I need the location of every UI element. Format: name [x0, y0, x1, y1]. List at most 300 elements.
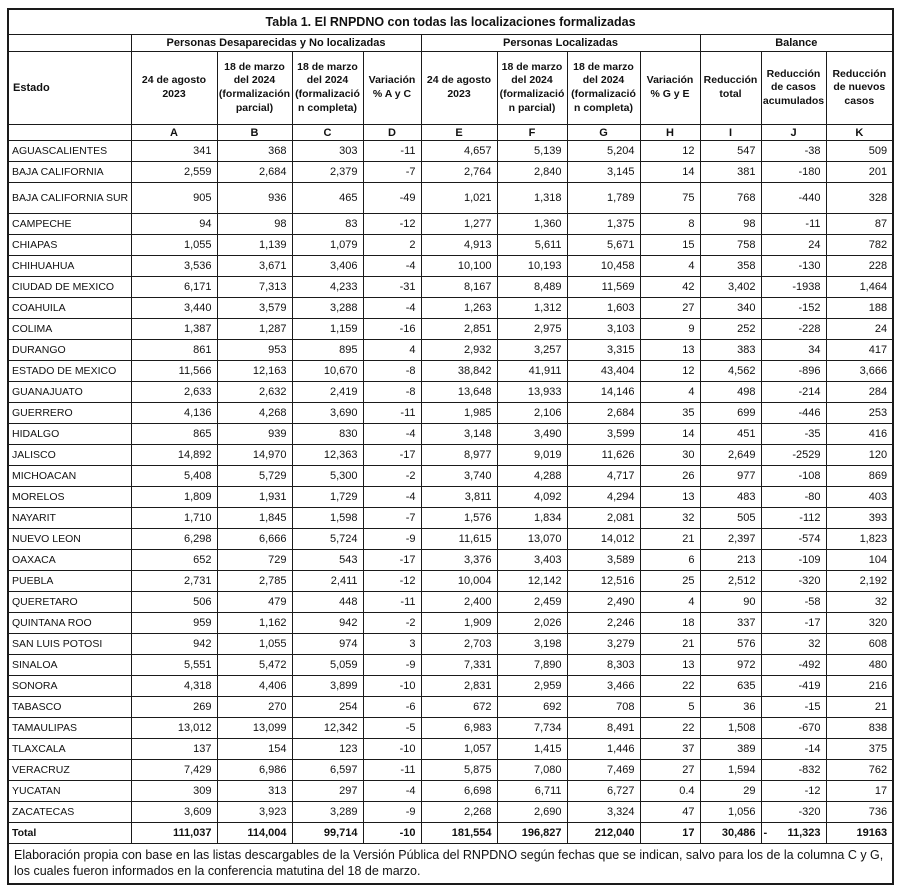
value-cell: 252 [700, 319, 761, 340]
value-cell: 1,789 [567, 183, 640, 214]
value-cell: 1,263 [421, 298, 497, 319]
value-cell: 6,597 [292, 760, 363, 781]
value-cell: 14,146 [567, 382, 640, 403]
table-row [8, 571, 893, 592]
value-cell: 13 [640, 340, 700, 361]
table-row [8, 162, 893, 183]
value-cell: 98 [217, 214, 292, 235]
value-cell: 5,059 [292, 655, 363, 676]
value-cell: 3,740 [421, 466, 497, 487]
value-cell: 861 [131, 340, 217, 361]
table-row [8, 382, 893, 403]
value-cell: -8 [363, 382, 421, 403]
value-cell: -12 [363, 571, 421, 592]
value-cell: 936 [217, 183, 292, 214]
value-cell: 2,649 [700, 445, 761, 466]
value-cell: 389 [700, 739, 761, 760]
value-cell: 297 [292, 781, 363, 802]
value-cell: 2,851 [421, 319, 497, 340]
value-cell: 4,406 [217, 676, 292, 697]
value-cell: 768 [700, 183, 761, 214]
value-cell: 2,703 [421, 634, 497, 655]
value-cell: 3,690 [292, 403, 363, 424]
value-cell: 5,408 [131, 466, 217, 487]
value-cell: 506 [131, 592, 217, 613]
value-cell: 2,512 [700, 571, 761, 592]
value-cell: 2,684 [217, 162, 292, 183]
value-cell: 32 [761, 634, 826, 655]
state-cell: Total [8, 823, 131, 844]
value-cell: 3,198 [497, 634, 567, 655]
value-cell: 6,711 [497, 781, 567, 802]
value-text: 11,323 [787, 827, 821, 839]
state-cell: SINALOA [8, 655, 131, 676]
value-cell: 3,103 [567, 319, 640, 340]
value-cell: 6,666 [217, 529, 292, 550]
table-row [8, 676, 893, 697]
value-cell: 3,257 [497, 340, 567, 361]
value-cell: 3,148 [421, 424, 497, 445]
state-cell: CHIHUAHUA [8, 256, 131, 277]
value-cell: -228 [761, 319, 826, 340]
value-cell: 974 [292, 634, 363, 655]
value-cell: 1,909 [421, 613, 497, 634]
value-cell: -2 [363, 613, 421, 634]
value-cell: -11 [363, 141, 421, 162]
value-cell: 1,057 [421, 739, 497, 760]
value-cell: 782 [826, 235, 893, 256]
value-cell: -11 [363, 592, 421, 613]
value-cell: 465 [292, 183, 363, 214]
value-cell: 17 [826, 781, 893, 802]
value-cell: 2,081 [567, 508, 640, 529]
value-cell: 1,387 [131, 319, 217, 340]
value-cell: -10 [363, 739, 421, 760]
table-row [8, 529, 893, 550]
table-row [8, 183, 893, 214]
value-cell: 15 [640, 235, 700, 256]
table-row [8, 760, 893, 781]
table-row [8, 697, 893, 718]
table-row [8, 718, 893, 739]
value-cell: -180 [761, 162, 826, 183]
state-cell: TAMAULIPAS [8, 718, 131, 739]
table-row [8, 340, 893, 361]
value-cell: 99,714 [292, 823, 363, 844]
value-cell: -9 [363, 802, 421, 823]
value-cell: -108 [761, 466, 826, 487]
value-cell: 14,970 [217, 445, 292, 466]
value-cell: 1,809 [131, 487, 217, 508]
state-cell: YUCATAN [8, 781, 131, 802]
value-cell: 309 [131, 781, 217, 802]
value-cell: 2,246 [567, 613, 640, 634]
value-cell: 13,012 [131, 718, 217, 739]
value-cell: 3,289 [292, 802, 363, 823]
value-cell: 11,626 [567, 445, 640, 466]
value-cell: 3,288 [292, 298, 363, 319]
group-header-row [8, 35, 893, 52]
table-row [8, 802, 893, 823]
value-cell: -446 [761, 403, 826, 424]
value-cell: 3,579 [217, 298, 292, 319]
value-cell: 0.4 [640, 781, 700, 802]
table-row [8, 550, 893, 571]
value-cell: 27 [640, 760, 700, 781]
value-cell: 212,040 [567, 823, 640, 844]
value-cell: 26 [640, 466, 700, 487]
value-cell: 8 [640, 214, 700, 235]
state-cell: PUEBLA [8, 571, 131, 592]
state-cell: TABASCO [8, 697, 131, 718]
value-cell: 3,490 [497, 424, 567, 445]
value-cell: 381 [700, 162, 761, 183]
value-cell: 7,080 [497, 760, 567, 781]
value-cell: 2,840 [497, 162, 567, 183]
value-cell: 2,975 [497, 319, 567, 340]
value-cell: 1,594 [700, 760, 761, 781]
value-cell: 30 [640, 445, 700, 466]
value-cell: 24 [761, 235, 826, 256]
value-cell: 1,464 [826, 277, 893, 298]
value-cell: 41,911 [497, 361, 567, 382]
value-cell: 1,375 [567, 214, 640, 235]
value-cell: 729 [217, 550, 292, 571]
col-header-j: Reducción de casos acumulados [761, 52, 826, 125]
value-cell: -152 [761, 298, 826, 319]
value-cell: 201 [826, 162, 893, 183]
value-cell: 3,811 [421, 487, 497, 508]
table-row [8, 277, 893, 298]
letter-k: K [826, 125, 893, 141]
value-cell: 2,026 [497, 613, 567, 634]
value-cell: -1938 [761, 277, 826, 298]
value-cell: 19163 [826, 823, 893, 844]
value-cell: 1,360 [497, 214, 567, 235]
value-cell: -10 [363, 823, 421, 844]
value-cell: 5,729 [217, 466, 292, 487]
value-cell: 3,402 [700, 277, 761, 298]
value-cell: 7,469 [567, 760, 640, 781]
value-cell: 5,551 [131, 655, 217, 676]
state-cell: GUANAJUATO [8, 382, 131, 403]
value-cell: 87 [826, 214, 893, 235]
value-cell: 5,472 [217, 655, 292, 676]
value-cell: 2,397 [700, 529, 761, 550]
value-cell: -320 [761, 571, 826, 592]
value-cell: -4 [363, 487, 421, 508]
value-cell: -14 [761, 739, 826, 760]
value-cell: 3,899 [292, 676, 363, 697]
value-cell: 7,429 [131, 760, 217, 781]
value-cell: 24 [826, 319, 893, 340]
value-cell: 869 [826, 466, 893, 487]
value-cell: -4 [363, 781, 421, 802]
estado-header: Estado [8, 52, 131, 125]
value-cell: 98 [700, 214, 761, 235]
letter-empty-cell [8, 125, 131, 141]
value-cell: -5 [363, 718, 421, 739]
value-cell: 3,589 [567, 550, 640, 571]
value-cell: -2529 [761, 445, 826, 466]
value-cell: 27 [640, 298, 700, 319]
value-cell: 2,632 [217, 382, 292, 403]
value-cell: -832 [761, 760, 826, 781]
state-cell: CIUDAD DE MEXICO [8, 277, 131, 298]
value-cell: 253 [826, 403, 893, 424]
value-cell: 1,056 [700, 802, 761, 823]
value-cell: 4 [640, 592, 700, 613]
value-cell: 4 [363, 340, 421, 361]
rnpdno-table [7, 8, 894, 885]
value-cell: -7 [363, 162, 421, 183]
value-cell: 9,019 [497, 445, 567, 466]
value-cell: 10,670 [292, 361, 363, 382]
value-cell: 8,977 [421, 445, 497, 466]
value-cell: 6,983 [421, 718, 497, 739]
state-cell: JALISCO [8, 445, 131, 466]
value-cell: 5,671 [567, 235, 640, 256]
value-cell: 895 [292, 340, 363, 361]
value-cell: 1,729 [292, 487, 363, 508]
table-row [8, 424, 893, 445]
table-row [8, 655, 893, 676]
value-cell: 5,139 [497, 141, 567, 162]
state-cell: SONORA [8, 676, 131, 697]
table-title: Tabla 1. El RNPDNO con todas las localizaciones formalizadas [8, 9, 893, 35]
state-cell: GUERRERO [8, 403, 131, 424]
group-balance: Balance [700, 35, 893, 52]
value-cell: 2,684 [567, 403, 640, 424]
value-cell: 1,508 [700, 718, 761, 739]
value-cell: 3,536 [131, 256, 217, 277]
value-cell: 1,287 [217, 319, 292, 340]
value-cell: 328 [826, 183, 893, 214]
table-row [8, 214, 893, 235]
value-cell: 284 [826, 382, 893, 403]
value-cell: 1,159 [292, 319, 363, 340]
group-empty-cell [8, 35, 131, 52]
letter-c: C [292, 125, 363, 141]
value-cell: 12,163 [217, 361, 292, 382]
value-cell: 4,233 [292, 277, 363, 298]
col-header-i: Reducción total [700, 52, 761, 125]
value-cell: 547 [700, 141, 761, 162]
value-cell: 7,890 [497, 655, 567, 676]
state-cell: ZACATECAS [8, 802, 131, 823]
value-cell: -12 [761, 781, 826, 802]
state-cell: QUERETARO [8, 592, 131, 613]
value-cell: 114,004 [217, 823, 292, 844]
table-row [8, 361, 893, 382]
value-cell: 9 [640, 319, 700, 340]
value-cell: 3,279 [567, 634, 640, 655]
table-row [8, 235, 893, 256]
value-cell: 2,690 [497, 802, 567, 823]
value-cell: 2,411 [292, 571, 363, 592]
value-cell: 1,318 [497, 183, 567, 214]
table-row [8, 634, 893, 655]
value-cell: 3,923 [217, 802, 292, 823]
value-cell: 403 [826, 487, 893, 508]
value-cell: 21 [640, 634, 700, 655]
value-cell: 5,875 [421, 760, 497, 781]
value-cell: -17 [363, 550, 421, 571]
table-row [8, 739, 893, 760]
value-cell: 393 [826, 508, 893, 529]
value-cell: 7,313 [217, 277, 292, 298]
value-cell: 4,288 [497, 466, 567, 487]
value-cell: 1,823 [826, 529, 893, 550]
value-cell: 21 [640, 529, 700, 550]
value-cell: 8,167 [421, 277, 497, 298]
value-cell: 1,021 [421, 183, 497, 214]
value-cell: 736 [826, 802, 893, 823]
state-cell: DURANGO [8, 340, 131, 361]
value-cell: 358 [700, 256, 761, 277]
value-cell: 341 [131, 141, 217, 162]
value-cell: 1,985 [421, 403, 497, 424]
letter-g: G [567, 125, 640, 141]
value-cell: 3,376 [421, 550, 497, 571]
value-cell: 10,100 [421, 256, 497, 277]
value-cell: 181,554 [421, 823, 497, 844]
value-cell: 905 [131, 183, 217, 214]
table-row [8, 141, 893, 162]
col-header-h: Variación % G y E [640, 52, 700, 125]
value-cell: 18 [640, 613, 700, 634]
value-cell: 576 [700, 634, 761, 655]
value-cell: 708 [567, 697, 640, 718]
table-row [8, 592, 893, 613]
value-cell: 699 [700, 403, 761, 424]
value-cell: 4,318 [131, 676, 217, 697]
value-cell: -214 [761, 382, 826, 403]
value-cell: -896 [761, 361, 826, 382]
value-cell: 4,562 [700, 361, 761, 382]
value-cell: 1,162 [217, 613, 292, 634]
table-row [8, 445, 893, 466]
value-cell: 228 [826, 256, 893, 277]
col-header-b: 18 de marzo del 2024 (formalización parcial) [217, 52, 292, 125]
value-cell: 2,268 [421, 802, 497, 823]
value-cell: -130 [761, 256, 826, 277]
value-cell: -31 [363, 277, 421, 298]
value-cell: 2,419 [292, 382, 363, 403]
value-cell: 1,139 [217, 235, 292, 256]
state-cell: OAXACA [8, 550, 131, 571]
value-cell: 451 [700, 424, 761, 445]
state-cell: BAJA CALIFORNIA [8, 162, 131, 183]
value-cell: 90 [700, 592, 761, 613]
value-cell: -4 [363, 298, 421, 319]
value-cell: 972 [700, 655, 761, 676]
state-cell: VERACRUZ [8, 760, 131, 781]
value-cell: 1,598 [292, 508, 363, 529]
value-cell: 7,734 [497, 718, 567, 739]
value-cell: 865 [131, 424, 217, 445]
value-cell: 7,331 [421, 655, 497, 676]
value-cell: 269 [131, 697, 217, 718]
value-cell: 154 [217, 739, 292, 760]
value-cell: 13,648 [421, 382, 497, 403]
value-cell: -8 [363, 361, 421, 382]
value-cell: 2,490 [567, 592, 640, 613]
value-cell: 10,004 [421, 571, 497, 592]
state-cell: CAMPECHE [8, 214, 131, 235]
value-cell: 448 [292, 592, 363, 613]
value-cell: 35 [640, 403, 700, 424]
value-cell: 10,458 [567, 256, 640, 277]
value-cell: 12,342 [292, 718, 363, 739]
value-cell: 43,404 [567, 361, 640, 382]
group-desaparecidas: Personas Desaparecidas y No localizadas [131, 35, 421, 52]
state-cell: BAJA CALIFORNIA SUR [8, 183, 131, 214]
value-cell: 6,171 [131, 277, 217, 298]
col-header-f: 18 de marzo del 2024 (formalización parcial) [497, 52, 567, 125]
value-cell: 3,599 [567, 424, 640, 445]
value-cell: 652 [131, 550, 217, 571]
value-cell: 83 [292, 214, 363, 235]
value-cell: 416 [826, 424, 893, 445]
letter-f: F [497, 125, 567, 141]
value-cell: 5,611 [497, 235, 567, 256]
value-cell: 38,842 [421, 361, 497, 382]
value-cell: -11 [761, 214, 826, 235]
value-cell: 543 [292, 550, 363, 571]
value-cell: 4,092 [497, 487, 567, 508]
value-cell: 12 [640, 361, 700, 382]
state-cell: CHIAPAS [8, 235, 131, 256]
value-cell: 1,055 [217, 634, 292, 655]
value-cell: 34 [761, 340, 826, 361]
value-cell: 4 [640, 382, 700, 403]
letter-h: H [640, 125, 700, 141]
value-cell: 13,099 [217, 718, 292, 739]
value-cell: 3,324 [567, 802, 640, 823]
state-cell: AGUASCALIENTES [8, 141, 131, 162]
letter-b: B [217, 125, 292, 141]
value-cell: 1,055 [131, 235, 217, 256]
value-cell: 2,192 [826, 571, 893, 592]
value-cell: 2,633 [131, 382, 217, 403]
value-cell: 977 [700, 466, 761, 487]
state-cell: SAN LUIS POTOSI [8, 634, 131, 655]
value-cell: 17 [640, 823, 700, 844]
value-cell: 47 [640, 802, 700, 823]
value-cell: 483 [700, 487, 761, 508]
value-cell: -4 [363, 256, 421, 277]
value-cell: 11,566 [131, 361, 217, 382]
value-cell: 13,933 [497, 382, 567, 403]
value-cell: 6,698 [421, 781, 497, 802]
value-cell: -7 [363, 508, 421, 529]
value-cell: 509 [826, 141, 893, 162]
col-header-g: 18 de marzo del 2024 (formalización completa) [567, 52, 640, 125]
value-cell: 942 [292, 613, 363, 634]
value-cell: 1,603 [567, 298, 640, 319]
value-cell: 1,446 [567, 739, 640, 760]
state-cell: TLAXCALA [8, 739, 131, 760]
value-cell: 3 [363, 634, 421, 655]
value-cell: -6 [363, 697, 421, 718]
value-cell: 1,845 [217, 508, 292, 529]
value-cell: 303 [292, 141, 363, 162]
value-cell: 11,615 [421, 529, 497, 550]
value-cell: 13 [640, 487, 700, 508]
value-cell: 25 [640, 571, 700, 592]
value-cell: 120 [826, 445, 893, 466]
